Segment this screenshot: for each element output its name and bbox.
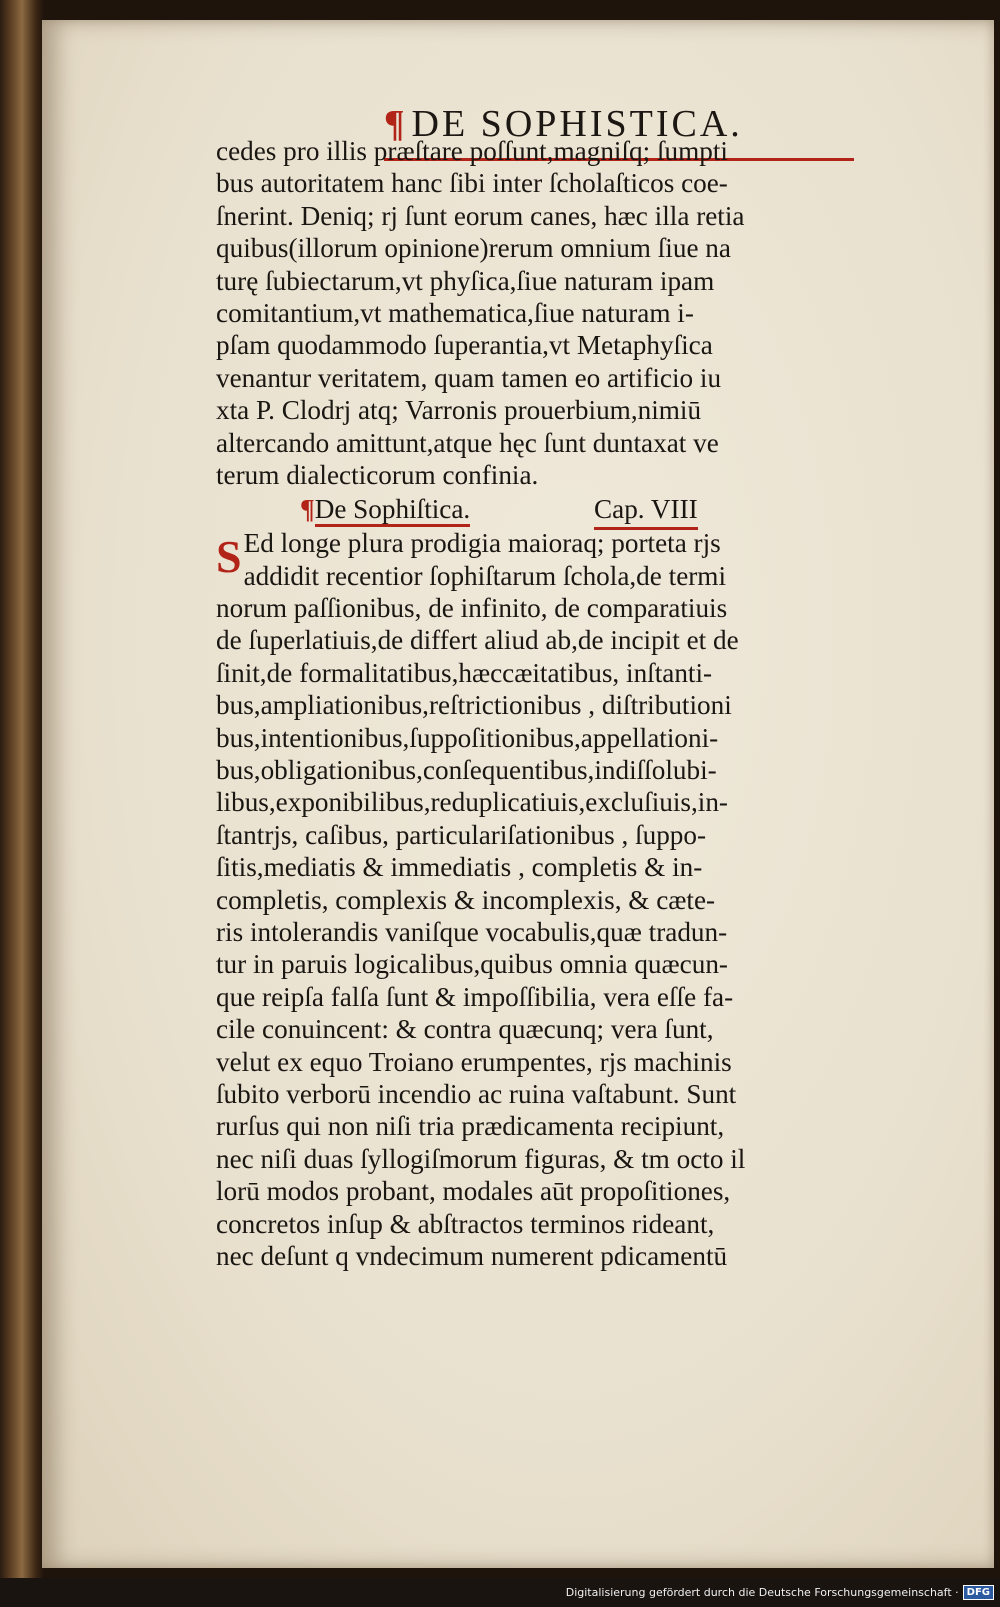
- text-line: bus autoritatem hanc ſibi inter ſcholaſticos coe-: [216, 168, 728, 199]
- text-line: xta P. Clodrj atq; Varronis prouerbium,nimiū: [216, 395, 702, 426]
- text-line: addidit recentior ſophiſtarum ſchola,de termi: [243, 560, 727, 591]
- text-line: bus,ampliationibus,reſtrictionibus , diſtributioni: [216, 690, 732, 721]
- drop-capital: S: [216, 531, 242, 583]
- text-line: norum paſſionibus, de infinito, de comparatiuis: [216, 593, 728, 624]
- section-1: [216, 135, 916, 491]
- text-line: venantur veritatem, quam tamen eo artificio iu: [216, 362, 722, 393]
- text-line: quibus(illorum opinione)rerum omnium ſiue na: [216, 233, 731, 264]
- text-line: ſitis,mediatis & immediatis , completis & in-: [216, 852, 703, 883]
- text-line: concretos inſup & abſtractos terminos rideant,: [216, 1208, 715, 1239]
- chapter-caption: [216, 491, 916, 527]
- text-line: cedes pro illis præſtare poſſunt,magniſq; ſumpti: [216, 136, 728, 166]
- text-line: bus,intentionibus,ſuppoſitionibus,appellationi-: [216, 722, 719, 753]
- chapter-title-text: De Sophiſtica.: [315, 494, 471, 527]
- credit-text: Digitalisierung gefördert durch die Deutsche Forschungsgemeinschaft ·: [565, 1585, 959, 1599]
- text-line: bus,obligationibus,conſequentibus,indiſſolubi-: [216, 755, 717, 786]
- running-head-title: DE SOPHISTICA.: [411, 103, 743, 145]
- text-line: cile conuincent: & contra quæcunq; vera ſunt,: [216, 1014, 714, 1045]
- text-line: ris intolerandis vaniſque vocabulis,quæ tradun-: [216, 916, 728, 947]
- text-line: que reipſa falſa ſunt & impoſſibilia, vera eſſe fa-: [216, 981, 734, 1012]
- text-line: lorū modos probant, modales aūt propoſitiones,: [216, 1176, 731, 1207]
- text-line: libus,exponibilibus,reduplicatiuis,excluſiuis,in-: [216, 787, 728, 818]
- text-line: nec deſunt q vndecimum numerent pdicamentū: [216, 1240, 728, 1271]
- text-line: comitantium,vt mathematica,ſiue naturam i-: [216, 297, 694, 328]
- text-line: altercando amittunt,atque hęc ſunt duntaxat ve: [216, 427, 719, 458]
- dfg-logo: DFG: [963, 1585, 994, 1600]
- text-line: velut ex equo Troiano erumpentes, rjs machinis: [216, 1046, 732, 1077]
- text-line: ſnerint. Deniq; rj ſunt eorum canes, hæc illa retia: [216, 200, 745, 231]
- chapter-title: [300, 491, 470, 527]
- page-text: [216, 135, 916, 1272]
- text-line: tur in paruis logicalibus,quibus omnia quæcun-: [216, 949, 728, 980]
- section-2: [216, 527, 916, 1272]
- text-line: ſubito verborū incendio ac ruina vaſtabunt. Sunt: [216, 1078, 737, 1109]
- digitization-credit: [566, 1583, 994, 1601]
- text-line: Ed longe plura prodigia maioraq; porteta rjs: [243, 528, 721, 559]
- text-line: pſam quodammodo ſuperantia,vt Metaphyſica: [216, 330, 713, 361]
- text-line: nec niſi duas ſyllogiſmorum figuras, & tm octo il: [216, 1143, 746, 1174]
- pilcrow-mark: ¶: [384, 103, 408, 145]
- text-line: turę ſubiectarum,vt phyſica,ſiue naturam ipam: [216, 265, 715, 296]
- chapter-number: Cap. VIII: [594, 491, 698, 530]
- text-line: completis, complexis & incomplexis, & cæte-: [216, 884, 716, 915]
- text-line: terum dialecticorum confinia.: [216, 459, 539, 490]
- text-line: ſtantrjs, caſibus, particulariſationibus , ſuppo-: [216, 819, 707, 850]
- text-line: de ſuperlatiuis,de differt aliud ab,de incipit et de: [216, 625, 739, 656]
- text-line: ſinit,de formalitatibus,hæccæitatibus, inſtanti-: [216, 657, 713, 688]
- text-line: rurſus qui non niſi tria prædicamenta recipiunt,: [216, 1111, 725, 1142]
- pilcrow-mark: ¶: [300, 494, 315, 525]
